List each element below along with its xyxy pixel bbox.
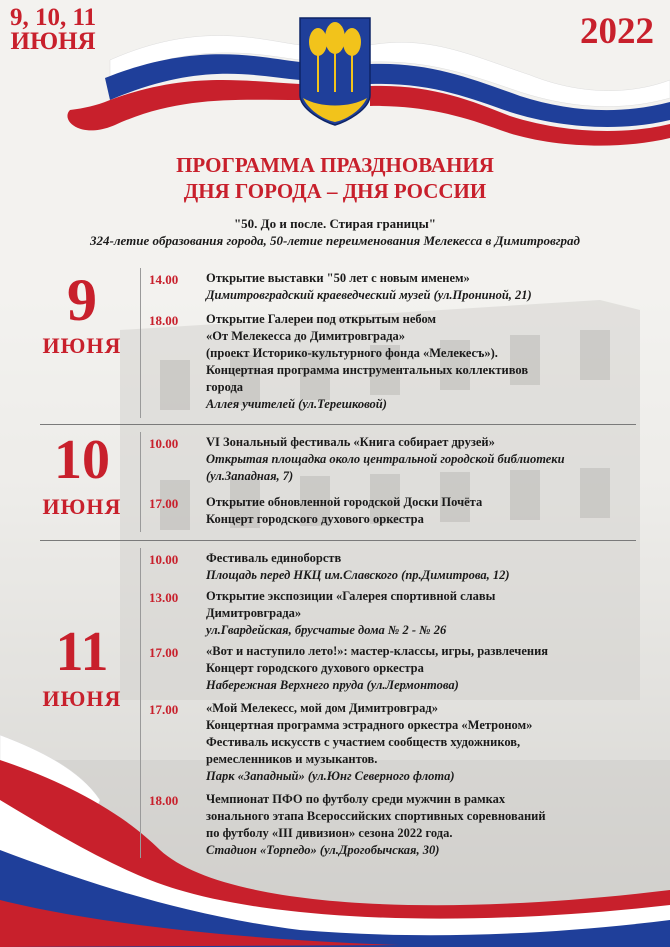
event-place: Стадион «Торпедо» (ул.Дрогобычская, 30) — [206, 843, 440, 857]
event-description — [206, 643, 646, 694]
event-place: Парк «Западный» (ул.Юнг Северного флота) — [206, 769, 455, 783]
day-10-number: 10 — [54, 429, 110, 491]
event-text: «Вот и наступило лето!»: мастер-классы, игры, развлечения — [206, 644, 549, 658]
event-time: 18.00 — [149, 793, 179, 808]
event-text: Концерт городского духового оркестра — [206, 661, 424, 675]
day-separator — [40, 540, 636, 541]
event-description — [206, 700, 646, 785]
day-10-divider — [140, 432, 141, 532]
event-text: Фестиваль единоборств — [206, 551, 342, 565]
day-9-label: ИЮНЯ — [42, 333, 122, 358]
subtitle-line1: "50. До и после. Стирая границы" — [233, 216, 437, 231]
title-line2: ДНЯ ГОРОДА – ДНЯ РОССИИ — [183, 179, 487, 203]
header-dates — [10, 6, 96, 54]
event-place: (ул.Западная, 7) — [206, 469, 294, 483]
event-text: Открытие обновленной городской Доски Почёта — [206, 495, 483, 509]
event-text: «От Мелекесса до Димитровграда» — [206, 329, 406, 343]
event-text: по футболу «III дивизион» сезона 2022 года. — [206, 826, 453, 840]
day-11-label: ИЮНЯ — [42, 686, 122, 711]
day-separator — [40, 424, 636, 425]
event-description — [206, 588, 646, 639]
coat-of-arms-emblem — [300, 18, 370, 125]
event-text: Чемпионат ПФО по футболу среди мужчин в рамках — [206, 792, 506, 806]
subtitle — [0, 215, 670, 249]
event-time: 17.00 — [149, 645, 179, 660]
event-text: Фестиваль искусств с участием сообществ художников, — [206, 735, 521, 749]
day-9-divider — [140, 268, 141, 418]
header-dates-line1: 9, 10, 11 — [10, 4, 97, 31]
event-time: 10.00 — [149, 552, 179, 567]
page-title — [0, 152, 670, 204]
event-text: Концертная программа инструментальных коллективов — [206, 363, 529, 377]
event-time: 17.00 — [149, 496, 179, 511]
day-9-number: 9 — [67, 267, 97, 333]
event-text: зонального этапа Всероссийских спортивных соревнований — [206, 809, 546, 823]
event-place: ул.Гвардейская, брусчатые дома № 2 - № 26 — [206, 623, 447, 637]
event-time: 10.00 — [149, 436, 179, 451]
day-11-divider — [140, 548, 141, 858]
subtitle-line2: 324-летие образования города, 50-летие переименования Мелекесса в Димитровград — [90, 233, 580, 248]
event-text: VI Зональный фестиваль «Книга собирает друзей» — [206, 435, 495, 449]
header-dates-line2: ИЮНЯ — [10, 28, 96, 55]
day-11-number: 11 — [55, 621, 109, 683]
event-place: Димитровградский краеведческий музей (ул.Прониной, 21) — [206, 288, 532, 302]
event-place: Набережная Верхнего пруда (ул.Лермонтова) — [206, 678, 459, 692]
event-place: Открытая площадка около центральной городской библиотеки — [206, 452, 565, 466]
event-time: 14.00 — [149, 272, 179, 287]
event-time: 13.00 — [149, 590, 179, 605]
event-text: Открытие Галереи под открытым небом — [206, 312, 436, 326]
event-description — [206, 270, 646, 304]
event-description — [206, 550, 646, 584]
event-description — [206, 791, 646, 859]
event-text: Открытие выставки "50 лет с новым именем» — [206, 271, 470, 285]
title-line1: ПРОГРАММА ПРАЗДНОВАНИЯ — [176, 153, 494, 177]
event-description — [206, 434, 646, 485]
event-text: Концерт городского духового оркестра — [206, 512, 424, 526]
event-text: (проект Историко-культурного фонда «Мелекесъ»). — [206, 346, 498, 360]
event-text: Открытие экспозиции «Галерея спортивной славы — [206, 589, 496, 603]
event-place: Площадь перед НКЦ им.Славского (пр.Димитрова, 12) — [206, 568, 510, 582]
day-10-label: ИЮНЯ — [42, 494, 122, 519]
event-text: ремесленников и музыкантов. — [206, 752, 378, 766]
event-description — [206, 494, 646, 528]
event-text: «Мой Мелекесс, мой дом Димитровград» — [206, 701, 438, 715]
event-text: Димитровграда» — [206, 606, 302, 620]
event-text: города — [206, 380, 244, 394]
header-year: 2022 — [580, 11, 654, 52]
event-time: 17.00 — [149, 702, 179, 717]
event-text: Концертная программа эстрадного оркестра «Метроном» — [206, 718, 533, 732]
event-description — [206, 311, 646, 413]
event-time: 18.00 — [149, 313, 179, 328]
event-place: Аллея учителей (ул.Терешковой) — [206, 397, 387, 411]
